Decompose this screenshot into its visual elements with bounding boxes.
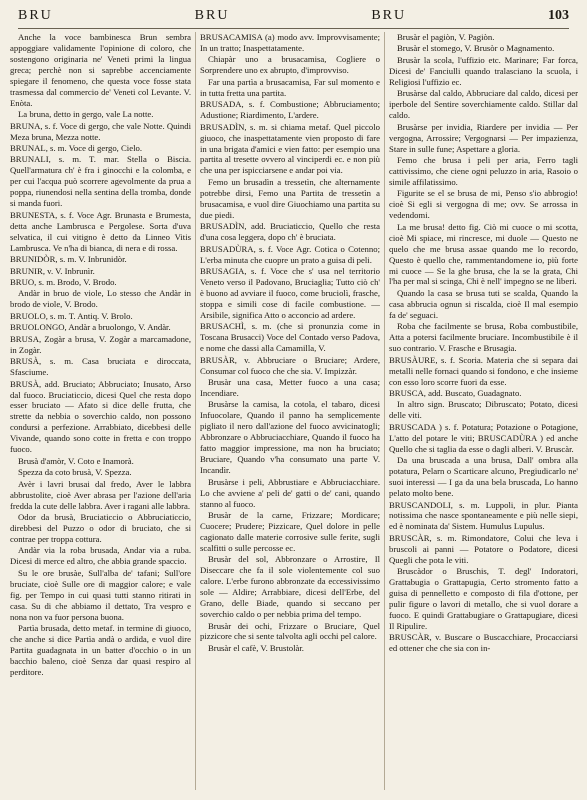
dictionary-entry: Brusàr el pagiòn, V. Pagiòn. <box>397 32 495 42</box>
running-header <box>18 6 569 26</box>
dictionary-entry: BRUSADÌN, s. m. si chiama metaf. Quel piccolo giuoco, che inaspettatamente vien proposto di fare in una brigata d'amici e vien fatto: per esempio una partita al tresette ovvero al vinciperdi ec. e non più che una per ispicciarsene e andar poi via. <box>200 121 380 176</box>
dictionary-entry: Far una partìa a brusacamisa, Far sul momento e in tutta fretta una partita. <box>200 76 380 98</box>
dictionary-entry: Femo un brusadìn a tressetìn, che alternamente potrebbe dirsi, Femo una Partita de tressetìn a brusacamisa, e vuol dire Giuochiamo una partita su due piedi. <box>200 176 380 220</box>
dictionary-entry: Quando la casa se brusa tuti se scalda, Quando la casa abbrucia ognun si riscalda, cioè Il mal esempio fa de' seguaci. <box>389 287 578 320</box>
dictionary-entry: Brusàr de la carne, Frizzare; Mordicare; Cuocere; Prudere; Pizzicare, Quel dolore in pelle cagionato dalle materie corrosive sulle ferite, sugli scalfitti o sulle percosse ec. <box>200 509 380 553</box>
dictionary-entry: BRUSÀR, v. Abbruciare o Bruciare; Ardere, Consumar col fuoco che che sia. V. Impizzàr. <box>200 354 380 376</box>
dictionary-entry: BRUSACHÌ, s. m. (che si pronunzia come in Toscana Brusacci) Voce del Contado verso Padova, e nome che dassi alla Camamilla, V. <box>200 321 380 354</box>
dictionary-entry: BRUSA, Zogàr a brusa, V. Zogàr a marcamadone, in Zogàr. <box>10 333 191 355</box>
dictionary-entry: BRUNALI, s. m. T. mar. Stella o Biscia. Quell'armatura ch' è fra i ginocchi e la colomba, e per cui l'acqua può scorrere agevolmente da prua a poppa, riunendosi nella sentina della tromba, donde si manda fuori. <box>10 154 191 209</box>
dictionary-entry: Brusàrse i peli, Abbrustiare e Abbruciacchiare. Lo che avviene a' peli de' gatti o de' cani, quando stanno al fuoco. <box>200 476 380 509</box>
dictionary-entry: Avèr i lavri brusai dal fredo, Aver le labbra abbrustolite, cioè Aver abrasa per l'azione dell'aria fredda la cute delle labbra. Aver i ragani alle labbra. <box>10 478 191 511</box>
dictionary-entry: BRUSAGIA, s. f. Voce che s' usa nel territorio Veneto verso il Padovano, Bruciaglia; Tutto ciò ch' è buono ad avviare il fuoco, come bruciolì, frasche, stoppa e simili cose di facile combustione. — Arsibile, significa Atto o acconcio ad ardere. <box>200 266 380 320</box>
page-number: 103 <box>547 8 569 23</box>
dictionary-entry: Brusàrse per invidia, Riardere per invidia — Per vergogna, Arrossire; Vergognarsi — Per impazienza, Stare in sulle fune; Aspettare a gloria. <box>389 121 578 154</box>
dictionary-entry: BRUSADA, s. f. Combustione; Abbruciamento; Adustione; Riardimento, L'ardere. <box>200 99 380 121</box>
dictionary-entry: BRUSCÀR, v. Buscare o Buscacchiare, Procacciarsi ed ottener che che sia con in- <box>389 632 578 654</box>
header-word-right: BRU <box>371 8 407 23</box>
dictionary-entry: Brusàr dei ochi, Frizzare o Bruciare, Quel pizzicore che si sente talvolta agli occhi pel calore. <box>200 620 380 642</box>
dictionary-entry: BRUO, s. m. Brodo, V. Brodo. <box>10 276 117 287</box>
dictionary-entry: BRUSCADA ) s. f. Potatura; Potazione o Potagione, L'atto del potare le viti; BRUSCADÙRA ) ed anche Quello che si taglia da esse o dagli alberi. V. Bruscàr. <box>389 421 578 454</box>
dictionary-entry: Andàr via la roba brusada, Andar via a ruba. Dicesi di merce ed altro, che abbia grande spaccio. <box>10 545 191 567</box>
dictionary-entry: Bruscàdor o Bruschis, T. degl' Indoratori, Grattabugia o Grattapugia, Certo stromento fatto a guisa di pennelletto e composto di fila d'ottone, per pulir figure o lavori di metallo, che si vuol dorare a fuoco. E quindi Grattabugiare o Grattapugiare, dicesi Il Ripulire. <box>389 566 578 632</box>
dictionary-entry: La bruna, detto in gergo, vale La notte. <box>18 109 154 120</box>
text-column-middle <box>200 32 380 790</box>
dictionary-entry: Femo che brusa i peli per aria, Ferro tagli cattivissimo, che ciene ogni peluzzo in aria, Rasoio o simile affilatissimo. <box>389 154 578 187</box>
dictionary-entry: BRUSÀ, s. m. Casa bruciata e diroccata, Sfasciume. <box>10 356 191 378</box>
dictionary-entry: BRUSÀURE, s. f. Scoria. Materia che si separa dai metalli nelle fornaci quando si fondono, e che insieme con esso loro scorre fuori da esse. <box>389 354 578 387</box>
text-column-right <box>389 32 578 790</box>
dictionary-entry: In altro sign. Bruscato; Dibruscato; Potato, dicesi delle viti. <box>389 399 578 421</box>
header-word-left: BRU <box>18 8 53 23</box>
dictionary-entry: BRUSCÀR, s. m. Rimondatore, Colui che leva i bruscoli ai panni — Potatore o Podatore, dicesi Quegli che pota le viti. <box>389 532 578 565</box>
dictionary-entry: BRUNA, s. f. Voce di gergo, che vale Notte. Quindi Meza bruna, Mezza notte. <box>10 120 191 142</box>
dictionary-entry: BRUSACAMISA (a) modo avv. Improvvisamente; In un tratto; Inaspettatamente. <box>200 32 380 53</box>
dictionary-entry: La me brusa! detto fig. Ciò mi cuoce o mi scotta, cioè Mi spiace, mi rincresce, mi duole — Questo ne quelo che me brusa assae quando me lo recordo, Questo è quello che, rammentandomene io, più forte mi cuoce — Se la ghe brusa, che la se la grata, Chi l'ha per mal si scinga, Chi è nell' impegno se ne liberi. <box>389 221 578 287</box>
dictionary-entry: BRUSCANDOLI, s. m. Luppoli, in plur. Pianta notissima che nasce spontaneamente e più nelle siepi, ed è nominata da' Sistem. Humulus Lupulus. <box>389 499 578 532</box>
dictionary-entry: Brusàrse dal caldo, Abbruciare dal caldo, dicesi per iperbole del Sentire soverchiamente caldo. Stillar dal caldo. <box>389 88 578 121</box>
dictionary-entry: Brusàrse la camisa, la cotola, el tabaro, dicesi Infuocolare, Quando il panno ha semplicemente pigliato il nero dall'azione del fuoco avvicinatogli; Abbronzare o Abbruciacchiare, Quando il fuoco ha fatto maggior impressione, ma non ha bruciato; Bruciare, Quando v'ha consumato una parte V. Incandìr. <box>200 399 380 476</box>
dictionary-entry: BRUSADÙRA, s. f. Voce Agr. Cotica o Cotenno; L'erba minuta che cuopre un prato a guisa di peli. <box>200 243 380 265</box>
dictionary-entry: Figurite se el se brusa de mi, Penso s'io abbrogio! cioè Si egli si vergogna di me; ovv. Se arrossa in vedendomi. <box>389 188 578 221</box>
header-word-center: BRU <box>194 8 230 23</box>
dictionary-entry: BRUNIR, v. V. Inbrunìr. <box>10 265 95 276</box>
dictionary-entry: BRUSÀ, add. Bruciato; Abbruciato; Inusato, Arso dal fuoco. Bruciaticcio, dicesi Quel che resta dopo esser bruciato — Afato si dice delle frutta, che strette da nebbia o soverchio caldo, non possono condursi a perfezione. Arrabbiato, dicebbesi delle Vivande, quando sono cotte in fretta e con troppo fuoco. <box>10 378 191 455</box>
dictionary-entry: Roba che facilmente se brusa, Roba combustibile, Atta a potersi facilmente bruciare. Incombustibile è il suo contrario. V. Frasche e Brusagia. <box>389 321 578 354</box>
dictionary-entry: BRUOLO, s. m. T. Antiq. V. Brolo. <box>10 310 133 321</box>
dictionary-entry: Brusàr la scola, l'uffizio etc. Marinare; Far forca, Dicesi de' Fanciulli quando tralasciano la scuola, i Religiosi l'uffizio ec. <box>389 54 578 87</box>
dictionary-entry: BRUNAL, s. m. Voce di gergo, Cielo. <box>10 143 142 154</box>
column-divider <box>195 32 196 790</box>
dictionary-entry: Brusàr el stomego, V. Brusòr o Magnamento. <box>397 43 555 54</box>
text-column-left <box>10 32 191 790</box>
dictionary-entry: Brusàr del sol, Abbronzare o Arrostire, Il Diseccare che fa il sole violentemente col suo calore. L'erbe furono abbronzate da eccessivissimo sole — Aldire; Arrabbiare, dicesi dell'Erbe, del Grano, delle Biade, quando si seccano per soverchio caldo o per nebbia prima del tempo. <box>200 554 380 620</box>
dictionary-entry: Spezza da coto brusà, V. Spezza. <box>18 467 132 478</box>
dictionary-entry: BRUNIDÒR, s. m. V. Inbrunidòr. <box>10 254 127 265</box>
dictionary-entry: Da una bruscada a una brusa, Dall' ombra alla potatura, Pelarn o Scarticare alcuno, Pregiudicarlo ne' suoi interessi — I ga da una bela bruscada, Lo hanno pelato molto bene. <box>389 455 578 499</box>
header-rule <box>18 28 569 29</box>
dictionary-entry: BRUSCA, add. Buscato, Guadagnato. <box>389 388 522 398</box>
dictionary-entry: Partìa brusada, detto metaf. in termine di giuoco, che anche si dice Partìa andà o ardida, e vuol dire Partita guadagnata in un batter d'occhio o in un bacchio baleno, cioè Senza dar quasi respiro al perditore. <box>10 623 191 677</box>
dictionary-entry: Brusàr el cafè, V. Brustolàr. <box>208 642 304 653</box>
column-divider <box>384 32 385 790</box>
dictionary-entry: BRUOLONGO, Andàr a bruolongo, V. Andàr. <box>10 322 171 333</box>
dictionary-entry: Andàr in bruo de viole, Lo stesso che Andàr in brodo de viole, V. Brodo. <box>10 288 191 310</box>
dictionary-entry: Odor da brusà, Bruciaticcio o Abbruciaticcio, direbbesi del Puzzo o odor di bruciato, che si contrae per troppa cottura. <box>10 511 191 544</box>
dictionary-entry: Brusàr una casa, Metter fuoco a una casa; Incendiare. <box>200 377 380 398</box>
dictionary-entry: Chiapàr uno a brusacamisa, Cogliere o Sorprendere uno ex abrupto, d'improvviso. <box>200 54 380 76</box>
dictionary-entry: Anche la voce bambinesca Brun sembra appoggiare validamente l'opinione di coloro, che sostengono originaria ne' Veneti primi la lingua greca; perchè non si saprebbe accenciamente spiegare il fenomeno, che questa voce fosse stata trasmessa dal commercio de' Veneti col Levante. V. Enòta. <box>10 32 191 108</box>
dictionary-entry: BRUSADÌN, add. Bruciaticcio, Quello che resta d'una cosa leggera, dopo ch' è bruciata. <box>200 221 380 243</box>
dictionary-entry: Su le ore brusàe, Sull'alba de' tafani; Sull'ore bruciate, cioè Sulle ore di maggior calore; e vale fig. per Tempo in cui quasi tutti stanno ritirati in casa. Su di che abbiamo il dettato, Tra vespro e nona non va fuor persona buona. <box>10 567 191 622</box>
dictionary-entry: Brusà d'amòr, V. Coto e Inamorà. <box>18 455 134 466</box>
dictionary-entry: BRUNESTA, s. f. Voce Agr. Brunasta e Brumesta, detta anche Lambrusca e Pergolese. Sorta d'uva selvatica, il cui vitigno è detto da Linneo Vitis Lambrusca. Ve n'ha di bianca, di nera e di rossa. <box>10 209 191 253</box>
